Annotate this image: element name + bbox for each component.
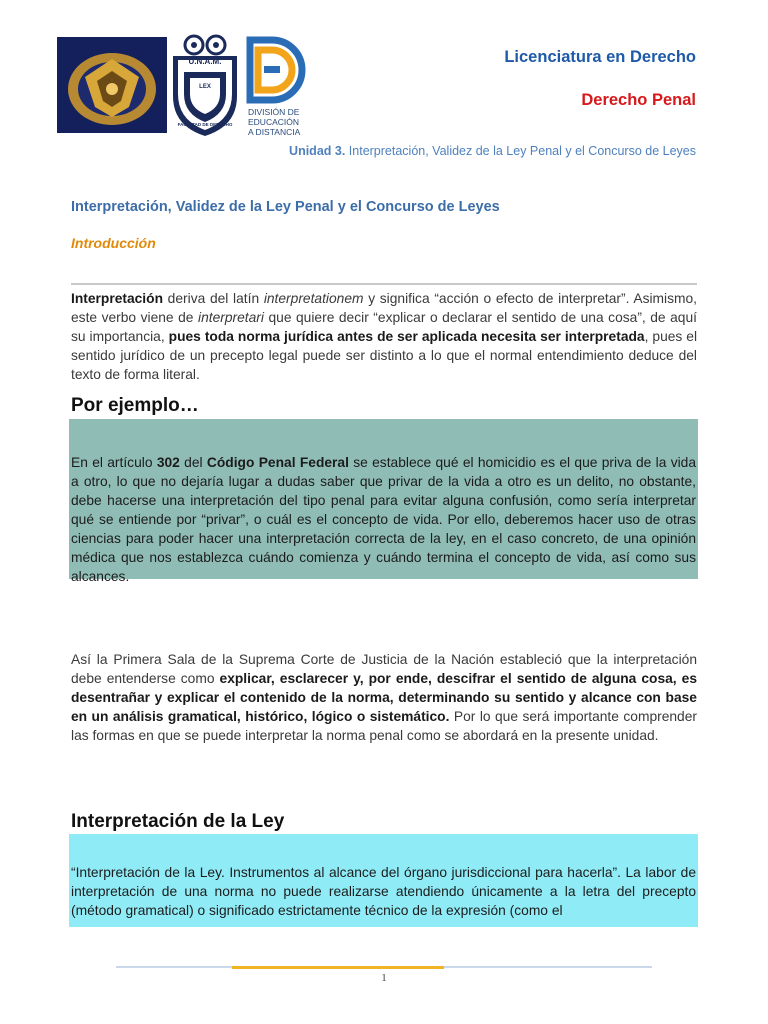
shield-lex-label: LEX xyxy=(199,84,211,90)
text-run: del xyxy=(179,455,207,470)
unit-text: Interpretación, Validez de la Ley Penal y el Concurso de Leyes xyxy=(348,144,696,158)
ded-line: DIVISIÓN DE xyxy=(248,107,300,117)
section-title: Interpretación, Validez de la Ley Penal y el Concurso de Leyes xyxy=(71,199,500,215)
definition: explicar, esclarecer y, por ende, descifrar el sentido de alguna cosa, es desentrañar y explicar el contenido de la norma, determinando su sentido y alcance con base en un análisis gramatical, histórico, lógico o sistemático. xyxy=(71,671,698,724)
code-name: Código Penal Federal xyxy=(206,455,349,470)
ded-line: EDUCACIÓN xyxy=(248,117,300,127)
unit-caption xyxy=(289,144,696,158)
text-run: se establece qué el homicidio es el que priva de la vida a otro, lo que no dejaría lugar a dudas saber que privar de la vida a otro es un delito, no obstante, debe hacerse una interpretación del tipo penal para evitar alguna confusión, como sería interpretar qué se entiende por “privar”, o cuál es el concepto de vida. Por ello, deberemos hacer uso de otras ciencias para poder hacer una interpretación correcta de la ley, en el caso concreto, de una opinión médica que nos establezca cuándo comienza y cuándo termina el concepto de vida, así como sus alcances. xyxy=(71,455,697,584)
subject-title: Derecho Penal xyxy=(581,91,696,109)
text-run: deriva del latín xyxy=(163,291,264,306)
intro-paragraph xyxy=(71,289,697,384)
text-run: que quiere decir “explicar o declarar el sentido de una cosa”, de aquí su importancia, xyxy=(71,310,697,344)
article-number: 302 xyxy=(156,455,180,470)
text-run: Así la Primera Sala de la Suprema Corte de Justicia de la Nación estableció que la interpretación debe entenderse como xyxy=(71,652,697,686)
law-interpretation-heading: Interpretación de la Ley xyxy=(71,811,285,832)
example-text xyxy=(71,453,696,586)
program-title: Licenciatura en Derecho xyxy=(504,48,696,66)
shield-band-label: FACULTAD DE DERECHO xyxy=(177,122,233,127)
term: Interpretación xyxy=(71,291,163,306)
text-run: y significa “acción o efecto de interpretar”. Asimismo, este verbo viene de xyxy=(71,291,697,325)
emphasis: pues toda norma jurídica antes de ser aplicada necesita ser interpretada xyxy=(168,329,645,344)
text-run: En el artículo xyxy=(71,455,157,470)
law-quote-text: “Interpretación de la Ley. Instrumentos al alcance del órgano jurisdiccional para hacerla”. La labor de interpretación de una norma no puede realizarse atendiendo únicamente a la letra del precepto (método gramatical) o significado estrictamente técnico de la expresión (como el xyxy=(71,865,696,918)
latin-term: interpretari xyxy=(198,310,264,325)
latin-term: interpretationem xyxy=(263,291,364,306)
ded-text xyxy=(248,107,300,137)
unit-label: Unidad 3. xyxy=(289,144,346,158)
divider xyxy=(71,283,697,285)
intro-heading: Introducción xyxy=(71,235,156,251)
example-heading: Por ejemplo… xyxy=(71,395,199,416)
unam-eagle-logo xyxy=(57,37,167,133)
footer-accent xyxy=(232,966,444,969)
example-box xyxy=(69,419,698,584)
shield-top-label: U.N.A.M. xyxy=(188,57,222,66)
text-run: Por lo que será importante comprender las formas en que se puede interpretar la norma penal como se abordará en la presente unidad. xyxy=(71,709,698,743)
text-run: , pues el sentido jurídico de un precepto legal puede ser distinto a lo que el normal entendimiento deduce del texto de forma literal. xyxy=(71,329,698,382)
law-quote-box xyxy=(69,834,698,927)
page-number: 1 xyxy=(381,972,387,984)
court-paragraph xyxy=(71,650,697,745)
ded-line: A DISTANCIA xyxy=(248,127,301,137)
